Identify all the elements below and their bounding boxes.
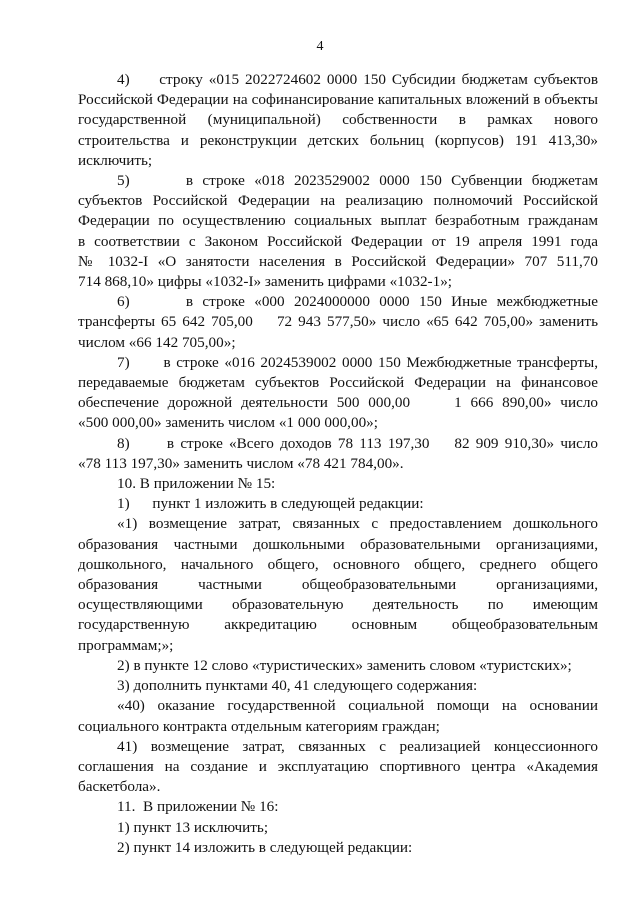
paragraph-p7 bbox=[78, 353, 598, 434]
text-line: обеспечение дорожной деятельности 500 000,00 1 666 890,00» число bbox=[78, 394, 598, 412]
text-line: «40) оказание государственной социальной помощи на основании bbox=[117, 697, 598, 715]
text-line: Российской Федерации на софинансирование капитальных вложений в объекты bbox=[78, 91, 598, 109]
text-line: образования частными общеобразовательными организациями, bbox=[78, 576, 598, 594]
text-line: 4) строку «015 2022724602 0000 150 Субсидии бюджетам субъектов bbox=[117, 71, 598, 88]
text-line: 1) пункт 13 исключить; bbox=[117, 818, 269, 836]
text-line: Федерации по осуществлению социальных выплат безработным гражданам bbox=[78, 212, 598, 230]
paragraph-p10-3 bbox=[78, 676, 598, 696]
text-line: 10. В приложении № 15: bbox=[117, 475, 276, 493]
text-line: субъектов Российской Федерации на реализацию полномочий Российской bbox=[78, 192, 598, 210]
text-line: 8) в строке «Всего доходов 78 113 197,30 82 909 910,30» число bbox=[117, 434, 598, 452]
text-line: соглашения на создание и эксплуатацию спортивного центра «Академия bbox=[78, 757, 598, 775]
paragraph-p10-41 bbox=[78, 737, 598, 798]
text-line: государственной (муниципальной) собственности в рамках нового bbox=[78, 111, 598, 129]
text-line: программам;»; bbox=[78, 636, 174, 654]
text-line: «78 113 197,30» заменить числом «78 421 784,00». bbox=[78, 454, 404, 472]
text-line: государственную аккредитацию основным общеобразовательным bbox=[78, 616, 598, 634]
text-line: 5) в строке «018 2023529002 0000 150 Субвенции бюджетам bbox=[117, 172, 598, 190]
text-line: 1) пункт 1 изложить в следующей редакции: bbox=[117, 495, 424, 513]
text-line: «1) возмещение затрат, связанных с предоставлением дошкольного bbox=[117, 515, 598, 533]
text-line: 2) в пункте 12 слово «туристических» заменить словом «туристских»; bbox=[117, 656, 572, 674]
text-line: 41) возмещение затрат, связанных с реализацией концессионного bbox=[117, 737, 598, 755]
text-line: образования частными дошкольными образовательными организациями, bbox=[78, 535, 598, 553]
document-body bbox=[78, 70, 598, 858]
text-line: строительства и реконструкции детских больниц (корпусов) 191 413,30» bbox=[78, 131, 598, 149]
text-line: № 1032-I «О занятости населения в Российской Федерации» 707 511,70 bbox=[78, 252, 598, 270]
paragraph-p10 bbox=[78, 474, 598, 494]
text-line: осуществляющими образовательную деятельность по имеющим bbox=[78, 596, 598, 614]
text-line: исключить; bbox=[78, 151, 153, 169]
text-line: баскетбола». bbox=[78, 778, 161, 796]
text-line: в соответствии с Законом Российской Федерации от 19 апреля 1991 года bbox=[78, 232, 598, 250]
text-line: числом «66 142 705,00»; bbox=[78, 333, 236, 351]
paragraph-p11-1 bbox=[78, 818, 598, 838]
paragraph-p5 bbox=[78, 171, 598, 292]
text-line: дошкольного, начального общего, основного общего, среднего общего bbox=[78, 555, 598, 573]
text-line: 3) дополнить пунктами 40, 41 следующего содержания: bbox=[117, 677, 478, 695]
paragraph-p6 bbox=[78, 292, 598, 353]
text-line: 11. В приложении № 16: bbox=[117, 798, 279, 816]
text-line: 6) в строке «000 2024000000 0000 150 Иные межбюджетные bbox=[117, 293, 598, 311]
text-line: передаваемые бюджетам субъектов Российской Федерации на финансовое bbox=[78, 374, 598, 392]
paragraph-p4 bbox=[78, 70, 598, 171]
page-number: 4 bbox=[316, 39, 324, 54]
paragraph-p10-1-text bbox=[78, 514, 598, 655]
paragraph-p10-1 bbox=[78, 494, 598, 514]
text-line: 714 868,10» цифры «1032-I» заменить цифрами «1032-1»; bbox=[78, 273, 453, 291]
paragraph-p11 bbox=[78, 797, 598, 817]
text-line: 7) в строке «016 2024539002 0000 150 Межбюджетные трансферты, bbox=[117, 353, 598, 371]
paragraph-p11-2 bbox=[78, 838, 598, 858]
paragraph-p10-2 bbox=[78, 656, 598, 676]
text-line: трансферты 65 642 705,00 72 943 577,50» число «65 642 705,00» заменить bbox=[78, 313, 598, 331]
paragraph-p8 bbox=[78, 434, 598, 474]
text-line: «500 000,00» заменить числом «1 000 000,00»; bbox=[78, 414, 378, 432]
text-line: социального контракта отдельным категориям граждан; bbox=[78, 717, 440, 735]
text-line: 2) пункт 14 изложить в следующей редакции: bbox=[117, 838, 413, 856]
paragraph-p10-40 bbox=[78, 696, 598, 736]
